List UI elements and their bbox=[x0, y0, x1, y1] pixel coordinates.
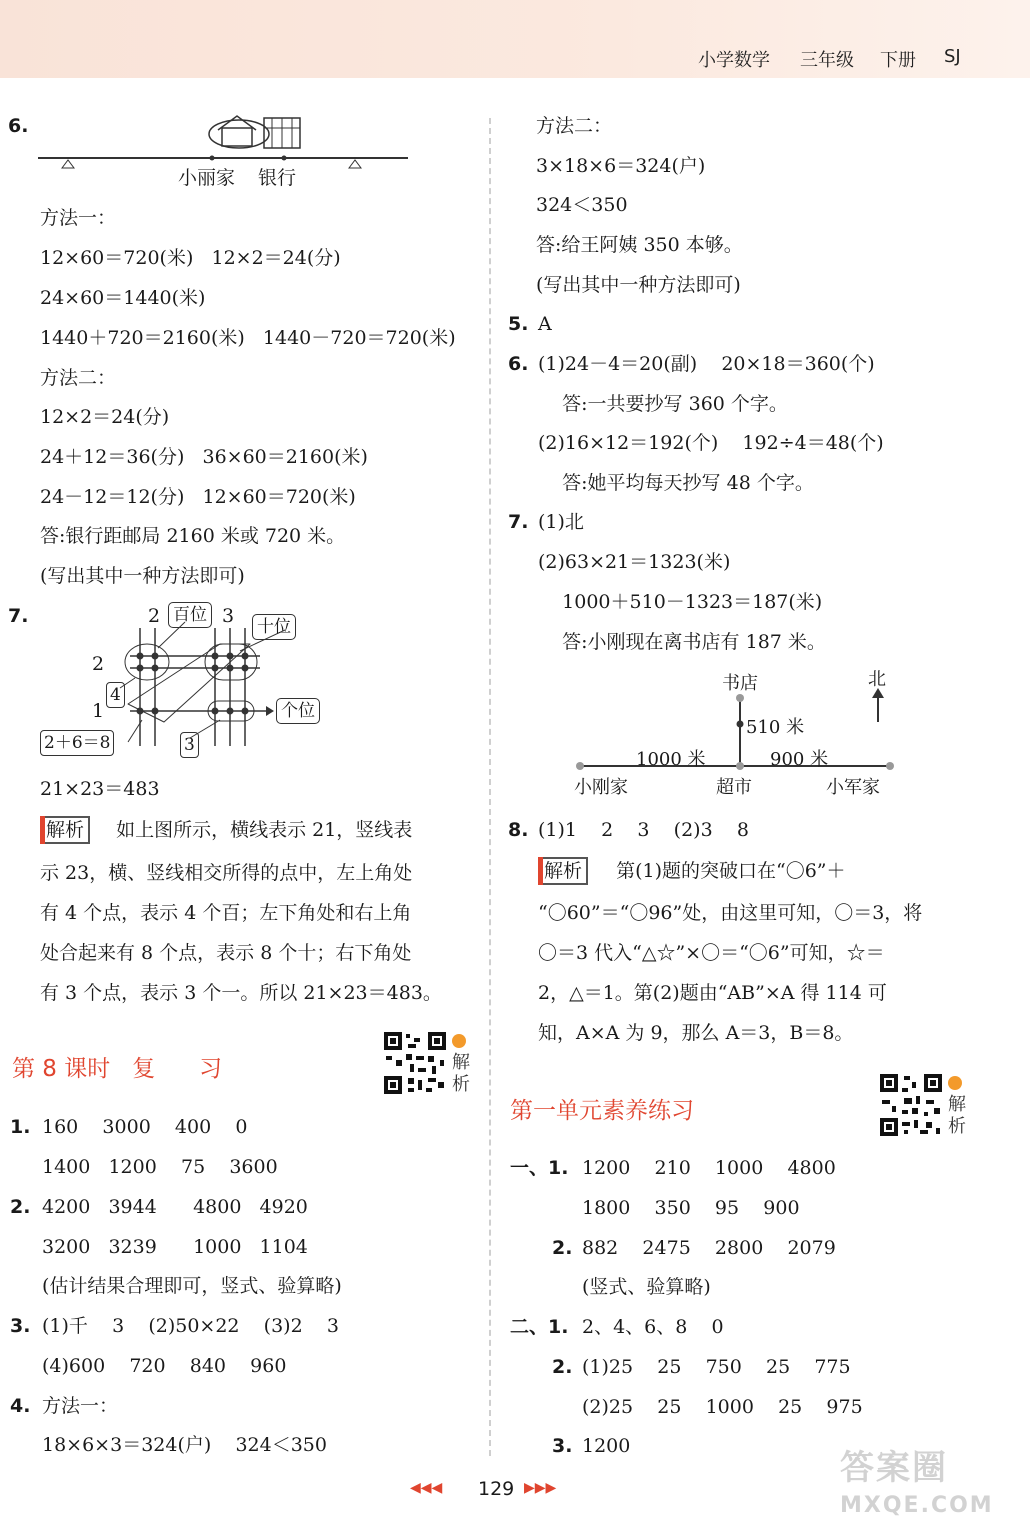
label-bank: 银行 bbox=[258, 167, 297, 189]
answer-line: 1400 1200 75 3600 bbox=[42, 1156, 278, 1178]
q6-line: 24×60＝1440(米) bbox=[40, 287, 206, 309]
answer-line: (1)24－4＝20(副) 20×18＝360(个) bbox=[538, 353, 875, 375]
analysis-line: “〇60”＝“〇96”处，由这里可知，〇＝3，将 bbox=[538, 902, 923, 924]
analysis-tag: 解析 bbox=[40, 816, 90, 844]
q6-line: 1440＋720＝2160(米) 1440－720＝720(米) bbox=[40, 327, 456, 349]
question-number: 6. bbox=[8, 115, 29, 137]
qr-code-icon[interactable] bbox=[878, 1072, 944, 1138]
answer-line: 18×6×3＝324(户) 324＜350 bbox=[42, 1434, 327, 1456]
hundreds-label: 百位 bbox=[168, 602, 212, 628]
q6-line: 方法一： bbox=[40, 207, 117, 229]
q6-line: 24＋12＝36(分) 36×60＝2160(米) bbox=[40, 446, 368, 468]
watermark bbox=[840, 1440, 1025, 1530]
answer-line: (4)600 720 840 960 bbox=[42, 1355, 287, 1377]
map-dist-510: 510 米 bbox=[746, 717, 805, 738]
lesson-title: 第 8 课时 复 习 bbox=[12, 1056, 223, 1082]
answer-line: (2)16×12＝192(个) 192÷4＝48(个) bbox=[538, 432, 884, 454]
q6-line: 方法二： bbox=[40, 367, 117, 389]
q7-result: 21×23＝483 bbox=[40, 778, 160, 800]
q6-line: 答:银行距邮局 2160 米或 720 米。 bbox=[40, 525, 346, 547]
answer-line: 1000＋510－1323＝187(米) bbox=[538, 591, 823, 613]
column-divider bbox=[489, 118, 491, 1456]
answer-line: 答:她平均每天抄写 48 个字。 bbox=[538, 472, 814, 494]
play-icon[interactable] bbox=[948, 1076, 962, 1090]
map-north: 北 bbox=[868, 669, 886, 690]
answer-line: 答:小刚现在离书店有 187 米。 bbox=[538, 631, 826, 653]
header-banner bbox=[0, 0, 1030, 78]
answer-line: (1)北 bbox=[538, 511, 584, 533]
unit-title: 第一单元素养练习 bbox=[510, 1098, 694, 1124]
question-number: 二、1. bbox=[510, 1316, 569, 1338]
header-edition: SJ bbox=[944, 46, 961, 67]
cont-line: 3×18×6＝324(户) bbox=[536, 155, 706, 177]
answer-line: 3200 3239 1000 1104 bbox=[42, 1236, 308, 1258]
q6-line: 12×2＝24(分) bbox=[40, 406, 170, 428]
answer-line: A bbox=[538, 313, 552, 335]
answer-line: 1800 350 95 900 bbox=[582, 1197, 800, 1219]
map-bookstore: 书店 bbox=[722, 673, 758, 694]
map-dist-1000: 1000 米 bbox=[636, 749, 706, 770]
ones-label: 个位 bbox=[276, 698, 320, 724]
qr-label: 析 bbox=[452, 1074, 470, 1095]
q6-line: (写出其中一种方法即可) bbox=[40, 565, 245, 587]
header-volume: 下册 bbox=[880, 50, 916, 71]
q6-line: 24－12＝12(分) 12×60＝720(米) bbox=[40, 486, 356, 508]
question-number: 6. bbox=[508, 353, 529, 375]
analysis-line: 有 3 个点，表示 3 个一。所以 21×23＝483。 bbox=[40, 982, 442, 1004]
map-xiaogang: 小刚家 bbox=[574, 777, 628, 798]
question-number: 7. bbox=[8, 605, 29, 627]
analysis-line: 示 23，横、竖线相交所得的点中，左上角处 bbox=[40, 862, 413, 884]
qr-code-icon[interactable] bbox=[382, 1030, 448, 1096]
answer-line: 882 2475 2800 2079 bbox=[582, 1237, 836, 1259]
analysis-line: 知，A×A 为 9，那么 A＝3，B＝8。 bbox=[538, 1022, 854, 1044]
question-number: 4. bbox=[10, 1395, 31, 1417]
analysis-line: 第(1)题的突破口在“〇6”＋ bbox=[604, 860, 846, 882]
answer-line: 160 3000 400 0 bbox=[42, 1116, 248, 1138]
box-three: 3 bbox=[180, 732, 199, 758]
tens-label: 十位 bbox=[252, 614, 296, 640]
question-number: 2. bbox=[552, 1237, 573, 1259]
watermark-text: MXQE.COM bbox=[840, 1493, 994, 1518]
page-number: 129 bbox=[478, 1478, 515, 1500]
analysis-line: 有 4 个点，表示 4 个百；左下角处和右上角 bbox=[40, 902, 412, 924]
answer-line: 4200 3944 4800 4920 bbox=[42, 1196, 308, 1218]
question-number: 2. bbox=[552, 1356, 573, 1378]
map-market: 超市 bbox=[716, 777, 752, 798]
answer-line: 1200 210 1000 4800 bbox=[582, 1157, 836, 1179]
analysis-line: 〇＝3 代入“△☆”×〇＝“〇6”可知，☆＝ bbox=[538, 942, 885, 964]
answer-line: (2)25 25 1000 25 975 bbox=[582, 1396, 863, 1418]
question-number: 8. bbox=[508, 819, 529, 841]
answer-line: 2、4、6、8 0 bbox=[582, 1316, 724, 1338]
question-number: 2. bbox=[10, 1196, 31, 1218]
question-number: 5. bbox=[508, 313, 529, 335]
answer-line: (估计结果合理即可，竖式、验算略) bbox=[42, 1275, 342, 1297]
next-arrows-icon: ▶▶▶ bbox=[524, 1480, 557, 1496]
question-number: 3. bbox=[10, 1315, 31, 1337]
answer-line: (1)25 25 750 25 775 bbox=[582, 1356, 851, 1378]
box-four: 4 bbox=[106, 682, 125, 708]
answer-line: 答:一共要抄写 360 个字。 bbox=[538, 393, 788, 415]
question-number: 7. bbox=[508, 511, 529, 533]
answer-line: 1200 bbox=[582, 1435, 631, 1457]
analysis-line: 2，△＝1。第(2)题由“AB”×A 得 114 可 bbox=[538, 982, 887, 1004]
row-label-1: 1 bbox=[92, 700, 105, 722]
map-xiaojun: 小军家 bbox=[826, 777, 880, 798]
answer-line: (竖式、验算略) bbox=[582, 1276, 711, 1298]
qr-label: 析 bbox=[948, 1116, 966, 1137]
answer-line: 方法一： bbox=[42, 1395, 119, 1417]
qr-label: 解 bbox=[948, 1094, 966, 1115]
prev-arrows-icon: ◀◀◀ bbox=[410, 1480, 443, 1496]
header-grade: 三年级 bbox=[800, 50, 854, 71]
row-label-2: 2 bbox=[92, 653, 105, 675]
top-left-num: 2 bbox=[148, 605, 161, 627]
question-number: 1. bbox=[10, 1116, 31, 1138]
question-number: 3. bbox=[552, 1435, 573, 1457]
answer-line: (1)千 3 (2)50×22 (3)2 3 bbox=[42, 1315, 339, 1337]
watermark-cn: 答案圈 bbox=[840, 1448, 948, 1488]
analysis-line: 如上图所示，横线表示 21，竖线表 bbox=[104, 819, 413, 841]
top-right-num: 3 bbox=[222, 605, 235, 627]
play-icon[interactable] bbox=[452, 1034, 466, 1048]
analysis-tag: 解析 bbox=[538, 857, 588, 885]
answer-line: (1)1 2 3 (2)3 8 bbox=[538, 819, 749, 841]
box-sum: 2＋6＝8 bbox=[40, 730, 114, 756]
analysis-line: 处合起来有 8 个点，表示 8 个十；右下角处 bbox=[40, 942, 412, 964]
answer-line: (2)63×21＝1323(米) bbox=[538, 551, 731, 573]
cont-line: 答:给王阿姨 350 本够。 bbox=[536, 234, 743, 256]
question-number: 一、1. bbox=[510, 1157, 569, 1179]
label-home: 小丽家 bbox=[178, 167, 236, 189]
cont-line: 方法二： bbox=[536, 115, 613, 137]
cont-line: (写出其中一种方法即可) bbox=[536, 274, 741, 296]
q6-line: 12×60＝720(米) 12×2＝24(分) bbox=[40, 247, 341, 269]
header-subject: 小学数学 bbox=[698, 50, 770, 71]
qr-label: 解 bbox=[452, 1052, 470, 1073]
cont-line: 324＜350 bbox=[536, 194, 628, 216]
house-icon bbox=[209, 116, 269, 148]
map-dist-900: 900 米 bbox=[770, 749, 829, 770]
